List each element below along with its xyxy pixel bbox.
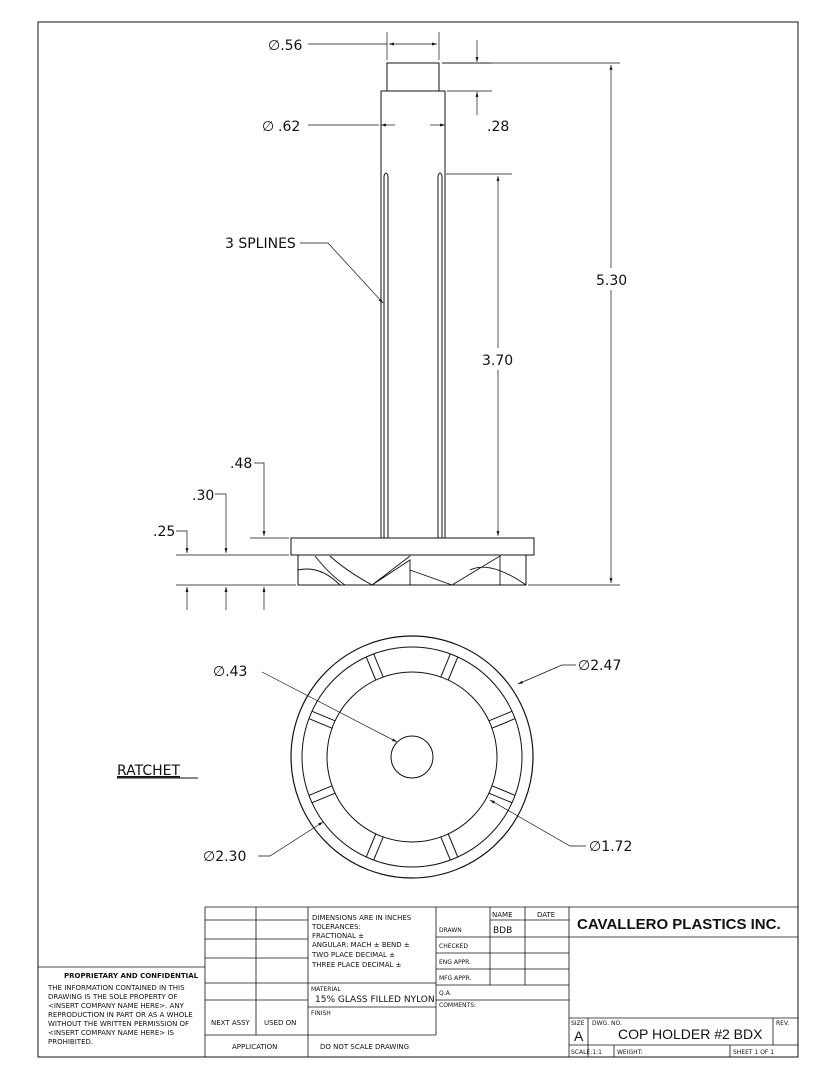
scale-label: SCALE:1:1: [571, 1049, 602, 1056]
top-cap: [387, 63, 439, 91]
proprietary-line-3: REPRODUCTION IN PART OR AS A WHOLE: [48, 1011, 193, 1019]
rev-label: REV.: [776, 1020, 790, 1027]
front-view: [291, 63, 534, 585]
ratchet-rib: [441, 837, 451, 860]
sheet-label: SHEET 1 OF 1: [733, 1049, 775, 1056]
eng-label: ENG APPR.: [439, 959, 472, 966]
ratchet-rib: [312, 711, 335, 721]
bore-circle: [391, 736, 433, 778]
dim-inner-diameter: ∅1.72: [589, 839, 633, 855]
proprietary-line-0: THE INFORMATION CONTAINED IN THIS: [48, 984, 185, 992]
dim-outer-diameter: ∅2.47: [578, 658, 622, 674]
top-view: [291, 636, 533, 878]
svg-text:∅: ∅: [262, 119, 275, 135]
inner-circle: [327, 672, 497, 842]
do-not-scale-label: DO NOT SCALE DRAWING: [320, 1043, 410, 1051]
tolerance-line-2: FRACTIONAL ±: [312, 932, 365, 940]
proprietary-line-1: DRAWING IS THE SOLE PROPERTY OF: [48, 993, 178, 1001]
header-date: DATE: [537, 911, 556, 919]
drawn-label: DRAWN: [439, 927, 462, 934]
proprietary-line-5: <INSERT COMPANY NAME HERE> IS: [48, 1029, 174, 1037]
ratchet-rib: [366, 834, 376, 857]
proprietary-heading: PROPRIETARY AND CONFIDENTIAL: [64, 972, 199, 980]
tolerance-line-4: TWO PLACE DECIMAL ±: [312, 951, 395, 959]
tolerance-line-3: ANGULAR: MACH ± BEND ±: [312, 941, 410, 949]
tolerance-line-0: DIMENSIONS ARE IN INCHES: [312, 914, 412, 922]
dwg-no-value: COP HOLDER #2 BDX: [618, 1026, 763, 1042]
material-value: 15% GLASS FILLED NYLON: [315, 995, 435, 1005]
dwg-no-label: DWG. NO.: [592, 1020, 622, 1027]
splines-callout: 3 SPLINES: [225, 236, 296, 252]
dim-30: .30: [192, 488, 215, 504]
company-name: CAVALLERO PLASTICS INC.: [577, 916, 781, 933]
next-assy-label: NEXT ASSY: [211, 1019, 250, 1027]
qa-label: Q.A.: [439, 990, 452, 997]
dim-bore-diameter: ∅.43: [213, 664, 248, 680]
rim-circle: [302, 647, 522, 867]
title-block-text: [47, 911, 789, 1056]
material-label: MATERIAL: [311, 986, 341, 993]
ratchet-rib: [309, 719, 332, 729]
ratchet-rib: [448, 834, 458, 857]
dim-overall-height: 5.30: [596, 273, 628, 289]
dim-spline-length: 3.70: [482, 353, 514, 369]
dim-top-height: .28: [487, 119, 510, 135]
sheet-border: [38, 22, 798, 1057]
proprietary-line-2: <INSERT COMPANY NAME HERE>. ANY: [48, 1002, 184, 1010]
proprietary-line-6: PROHIBITED.: [48, 1038, 94, 1046]
shaft: [381, 91, 445, 538]
comments-label: COMMENTS:: [439, 1002, 477, 1009]
dim-25: .25: [153, 524, 176, 540]
dim-top-diameter: ∅.56: [268, 38, 303, 54]
view-label-ratchet: RATCHET: [117, 763, 181, 779]
ratchet-rib: [312, 793, 335, 803]
ratchet-rib: [366, 657, 376, 680]
ratchet-teeth: [298, 555, 526, 585]
application-label: APPLICATION: [232, 1043, 278, 1051]
ratchet-rib: [374, 654, 384, 677]
size-value: A: [574, 1028, 584, 1044]
tolerance-line-5: THREE PLACE DECIMAL ±: [312, 961, 402, 969]
top-dimensions: [117, 658, 632, 865]
finish-label: FINISH: [311, 1010, 331, 1017]
drawn-name: BDB: [493, 926, 513, 936]
ratchet-rib: [492, 719, 515, 729]
ratchet-rib: [309, 786, 332, 796]
ratchet-rib: [448, 657, 458, 680]
mfg-label: MFG APPR.: [439, 975, 472, 982]
ratchet-rib: [492, 786, 515, 796]
dim-rim-diameter: ∅2.30: [203, 849, 247, 865]
ratchet-rib: [441, 654, 451, 677]
front-dimensions: [153, 32, 627, 610]
ratchet-rib: [489, 711, 512, 721]
dim-shaft-diameter: .62: [278, 119, 301, 135]
header-name: NAME: [492, 911, 513, 919]
proprietary-line-4: WITHOUT THE WRITTEN PERMISSION OF: [48, 1020, 190, 1028]
dim-48: .48: [230, 456, 253, 472]
weight-label: WEIGHT:: [617, 1049, 643, 1056]
base-plate: [291, 538, 534, 555]
tolerance-line-1: TOLERANCES:: [312, 923, 361, 931]
used-on-label: USED ON: [264, 1019, 297, 1027]
size-label: SIZE: [571, 1020, 585, 1027]
ratchet-rib: [374, 837, 384, 860]
checked-label: CHECKED: [439, 943, 469, 950]
